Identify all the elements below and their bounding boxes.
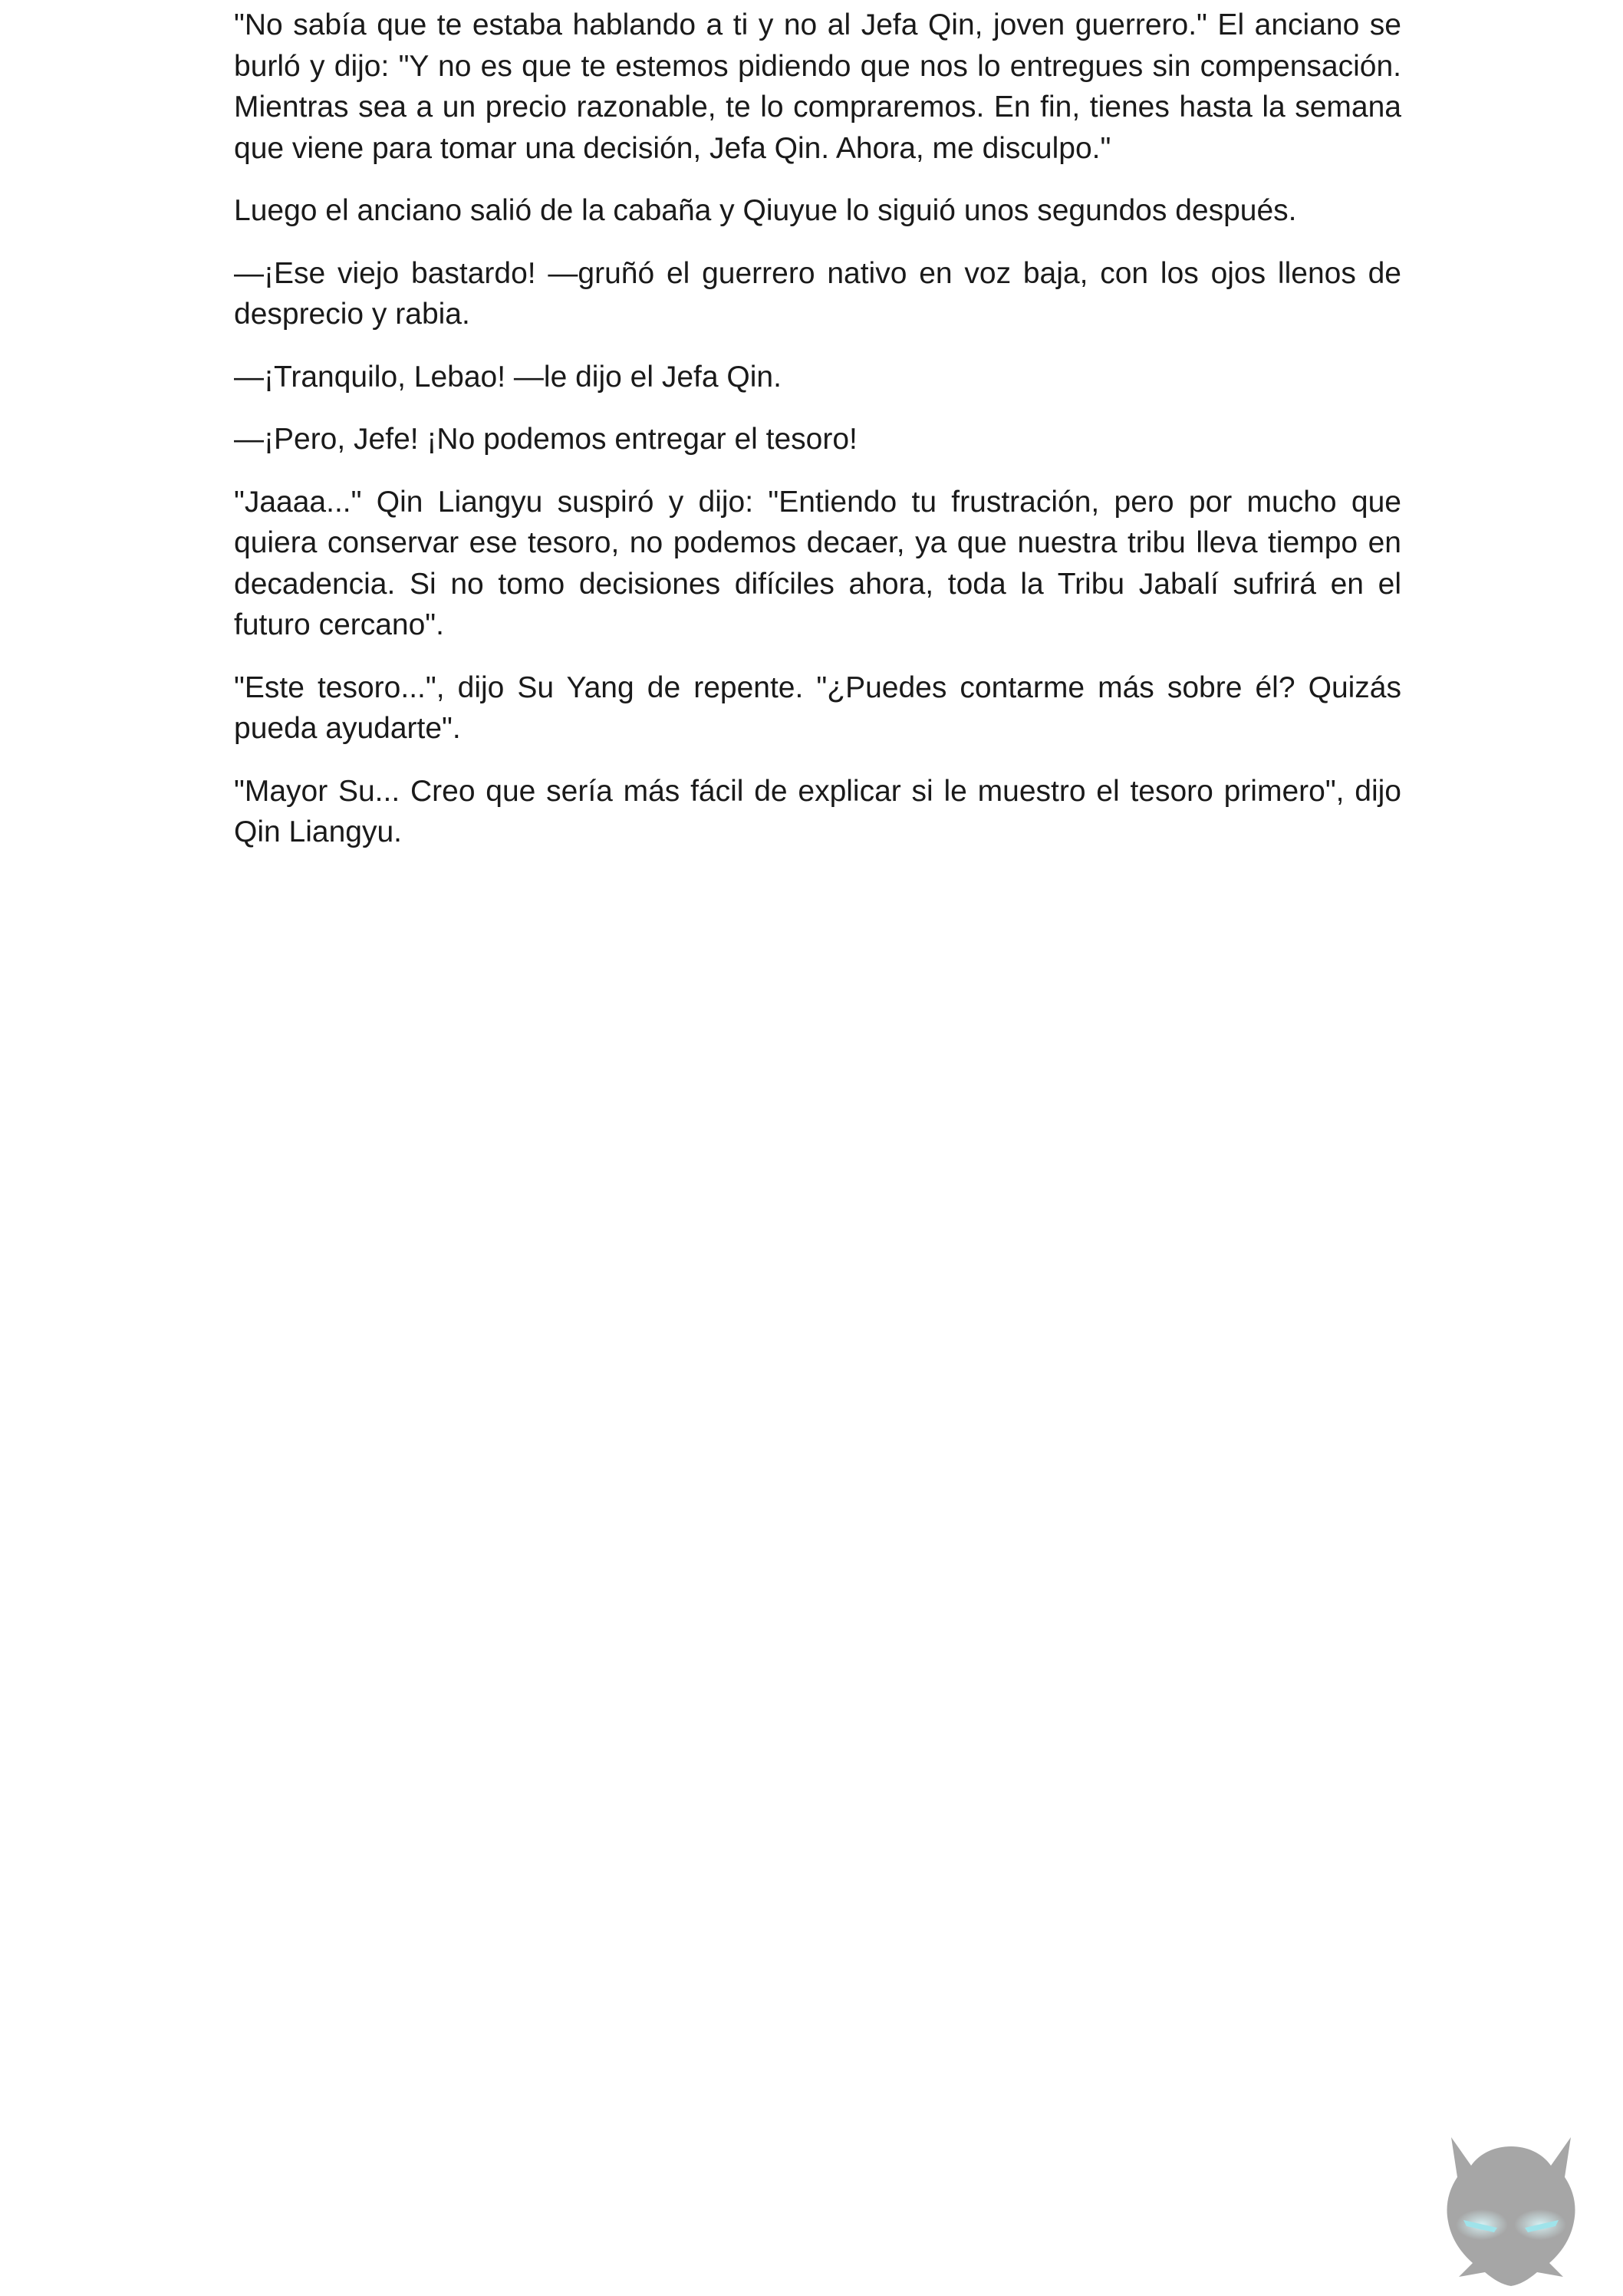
paragraph: —¡Tranquilo, Lebao! —le dijo el Jefa Qin. bbox=[234, 360, 782, 394]
paragraph: —¡Ese viejo bastardo! —gruñó el guerrero nativo en voz baja, con los ojos llenos de desprecio y rabia. bbox=[234, 256, 1401, 331]
paragraph: Luego el anciano salió de la cabaña y Qiuyue lo siguió unos segundos después. bbox=[234, 194, 1297, 227]
paragraph: —¡Pero, Jefe! ¡No podemos entregar el tesoro! bbox=[234, 423, 858, 456]
paragraph: "No sabía que te estaba hablando a ti y no al Jefa Qin, joven guerrero." El anciano se burló y dijo: "Y no es que te estemos pidiendo que nos lo entregues sin compensación. Mientras sea a un precio razonable, te lo compraremos. En fin, tienes hasta la semana que viene para tomar una decisión, Jefa Qin. Ahora, me disculpo." bbox=[234, 8, 1401, 165]
paragraph: "Este tesoro...", dijo Su Yang de repente. "¿Puedes contarme más sobre él? Quizás pueda ayudarte". bbox=[234, 670, 1401, 745]
body-text bbox=[234, 5, 1401, 875]
paragraph: "Jaaaa..." Qin Liangyu suspiró y dijo: "Entiendo tu frustración, pero por mucho que quiera conservar ese tesoro, no podemos decaer, ya que nuestra tribu lleva tiempo en decadencia. Si no tomo decisiones difíciles ahora, toda la Tribu Jabalí sufrirá en el futuro cercano". bbox=[234, 485, 1401, 641]
demon-head-icon bbox=[1434, 2123, 1588, 2292]
paragraph: "Mayor Su... Creo que sería más fácil de explicar si le muestro el tesoro primero", dijo Qin Liangyu. bbox=[234, 774, 1401, 848]
